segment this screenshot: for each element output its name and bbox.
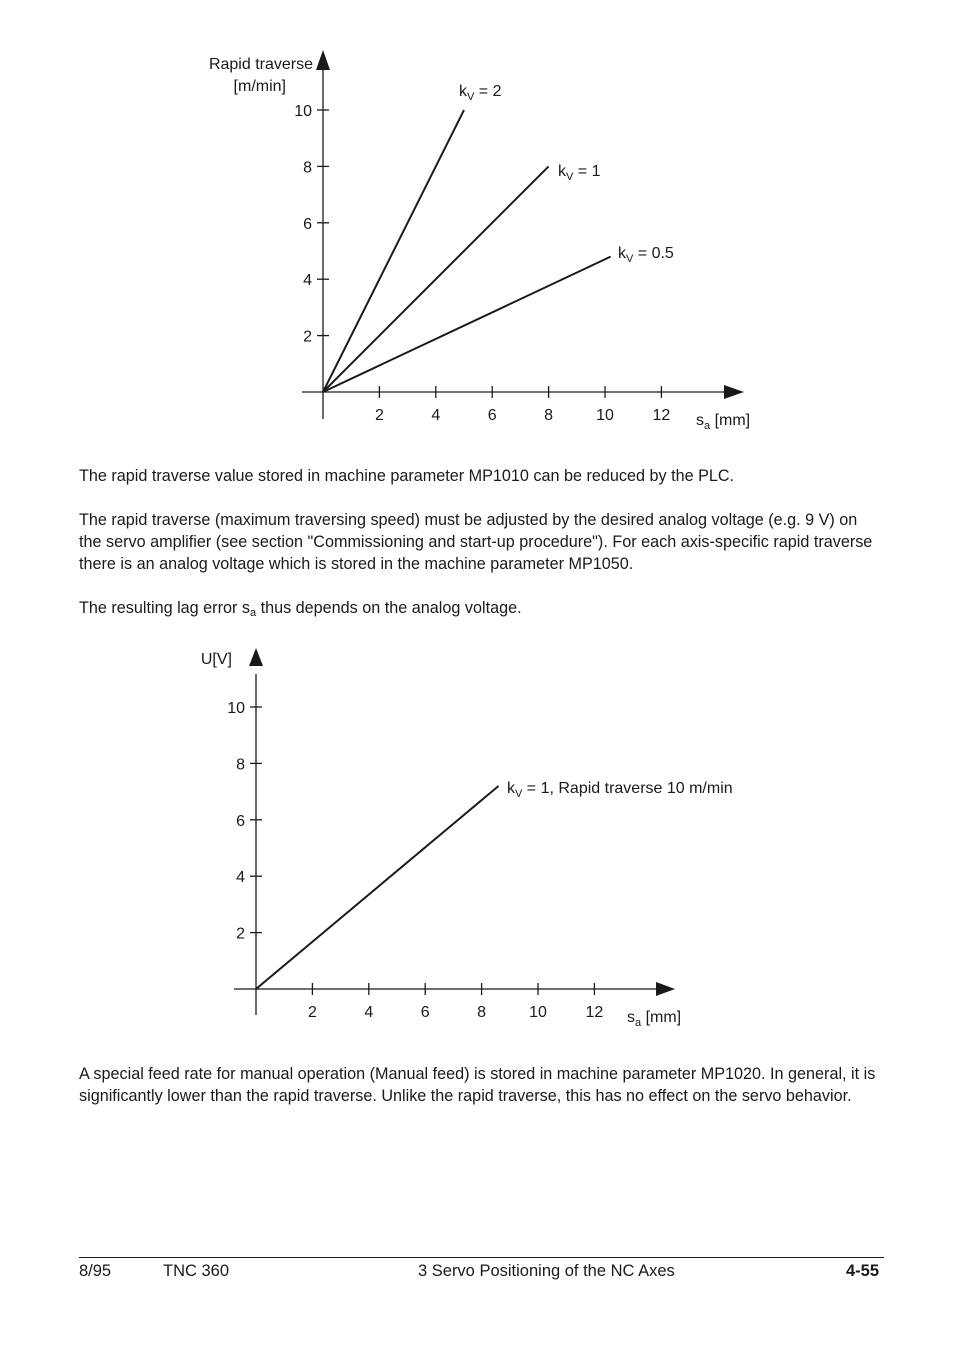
chart1-series-label-0-sub: V xyxy=(467,91,475,103)
paragraph-1: The rapid traverse value stored in machine parameter MP1010 can be reduced by the PLC. xyxy=(79,467,735,485)
chart2-xlabel-unit: [mm] xyxy=(641,1009,682,1026)
chart1-series-label-0-rest: = 2 xyxy=(474,83,502,100)
chart2-y-ticks xyxy=(227,700,262,943)
chart2-axes xyxy=(234,648,675,1015)
chart2-x-tick-label: 8 xyxy=(477,1004,487,1021)
chart2-ylabel: U[V] xyxy=(200,651,232,668)
footer-chapter: 3 Servo Positioning of the NC Axes xyxy=(418,1262,675,1280)
chart2-series xyxy=(256,786,499,989)
chart2-xlabel-main: s xyxy=(627,1009,635,1026)
chart2-x-tick-label: 10 xyxy=(529,1004,547,1021)
chart2-xlabel-sub: a xyxy=(635,1017,642,1029)
chart2-series-label-0-k: k xyxy=(507,780,515,797)
chart1-series-line-1 xyxy=(323,166,549,392)
chart1-xlabel-sub: a xyxy=(704,420,711,432)
chart1-series-label-2 xyxy=(618,245,674,265)
chart1-ylabel-line1: Rapid traverse xyxy=(208,56,313,73)
chart2-y-tick-label: 8 xyxy=(236,756,245,774)
paragraph-3-before: The resulting lag error s xyxy=(79,599,250,617)
chart1-y-tick-label: 8 xyxy=(303,159,312,177)
chart2-y-arrow-icon xyxy=(249,648,263,666)
chart1-x-tick-label: 10 xyxy=(596,407,614,424)
chart2-x-tick-label: 4 xyxy=(364,1004,374,1021)
footer-rule xyxy=(79,1257,884,1258)
rapid-traverse-chart xyxy=(0,0,954,440)
chart2-series-label-0 xyxy=(507,780,733,800)
chart1-y-arrow-icon xyxy=(316,50,330,70)
chart1-series-label-2-k: k xyxy=(618,245,626,262)
chart2-x-tick-label: 2 xyxy=(307,1004,317,1021)
chart2-series-label-0-sub: V xyxy=(515,788,523,800)
chart2-x-arrow-icon xyxy=(656,982,675,996)
paragraph-3-sub: a xyxy=(249,607,257,619)
chart2-y-tick-label: 2 xyxy=(236,925,245,943)
chart1-x-arrow-icon xyxy=(724,385,744,399)
chart2-xlabel xyxy=(627,1009,681,1029)
chart1-x-tick-label: 4 xyxy=(431,407,441,424)
paragraph-2: The rapid traverse (maximum traversing speed) must be adjusted by the desired analog voltage (e.g. 9 V) on the servo amplifier (see section "Commissioning and start-up procedure"). For each axis-specific rapid traverse there is an analog voltage which is stored in the machine parameter MP1050. xyxy=(79,511,873,573)
chart1-series-label-2-sub: V xyxy=(626,253,634,265)
chart1-series-label-1-sub: V xyxy=(566,171,574,183)
chart2-series-line-0 xyxy=(256,786,499,989)
chart2-y-tick-label: 10 xyxy=(227,700,245,717)
footer-date: 8/95 xyxy=(79,1262,112,1280)
chart1-series-label-0-k: k xyxy=(459,83,467,100)
chart1-y-tick-label: 4 xyxy=(303,272,312,290)
chart2-y-tick-label: 4 xyxy=(236,869,245,887)
chart1-xlabel-main: s xyxy=(696,412,704,429)
footer-page-number: 4-55 xyxy=(845,1262,879,1280)
chart1-series-label-1 xyxy=(558,163,601,183)
chart1-xlabel-unit: [mm] xyxy=(710,412,751,429)
chart1-series-line-2 xyxy=(323,257,611,392)
chart1-x-tick-label: 8 xyxy=(544,407,554,424)
chart1-ylabel-line2: [m/min] xyxy=(233,78,286,95)
chart1-series-label-0 xyxy=(459,83,502,103)
footer-product: TNC 360 xyxy=(163,1262,230,1280)
chart2-y-tick-label: 6 xyxy=(236,812,245,830)
paragraph-3 xyxy=(79,597,879,619)
paragraph-3-after: thus depends on the analog voltage. xyxy=(256,599,522,617)
chart2-series-label-0-rest: = 1, Rapid traverse 10 m/min xyxy=(522,780,733,797)
chart1-x-tick-label: 12 xyxy=(652,407,671,424)
chart1-y-tick-label: 10 xyxy=(294,103,312,120)
chart1-axes xyxy=(302,50,744,419)
analog-voltage-chart xyxy=(0,630,954,1040)
chart1-y-tick-label: 2 xyxy=(303,328,312,346)
chart1-x-tick-label: 2 xyxy=(374,407,384,424)
chart1-series-label-2-rest: = 0.5 xyxy=(633,245,674,262)
chart1-series-label-1-k: k xyxy=(558,163,566,180)
chart1-series-line-0 xyxy=(323,110,464,392)
paragraph-4: A special feed rate for manual operation (Manual feed) is stored in machine parameter MP1020. In general, it is significantly lower than the rapid traverse. Unlike the rapid traverse, this has no effect on the servo behavior. xyxy=(79,1065,876,1105)
chart1-y-tick-label: 6 xyxy=(303,215,312,233)
chart1-x-tick-label: 6 xyxy=(487,407,497,424)
chart1-series-label-1-rest: = 1 xyxy=(573,163,601,180)
chart1-series xyxy=(323,110,611,392)
chart2-x-tick-label: 6 xyxy=(420,1004,430,1021)
chart1-y-ticks xyxy=(294,103,329,346)
chart2-x-tick-label: 12 xyxy=(585,1004,604,1021)
chart1-xlabel xyxy=(696,412,750,432)
